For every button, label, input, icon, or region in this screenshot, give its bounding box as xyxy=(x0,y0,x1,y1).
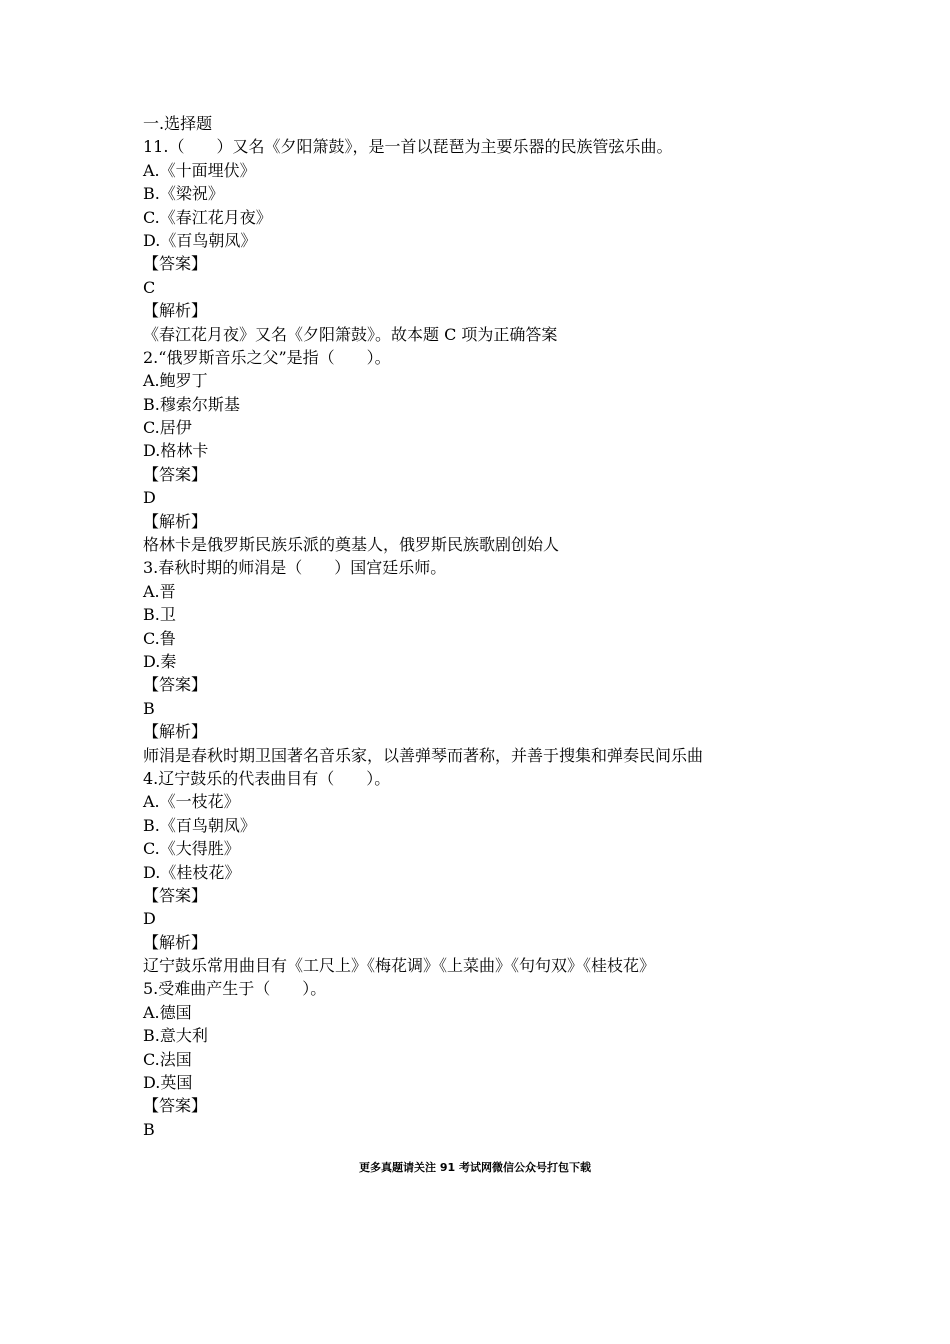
analysis-text: 《春江花月夜》又名《夕阳箫鼓》。故本题 C 项为正确答案 xyxy=(143,324,558,344)
question-stem: 11.（ ）又名《夕阳箫鼓》，是一首以琵琶为主要乐器的民族管弦乐曲。 xyxy=(143,137,673,157)
option-d: D.秦 xyxy=(143,651,177,671)
answer-value: B xyxy=(143,1119,155,1139)
option-a: A.德国 xyxy=(143,1002,192,1022)
analysis-label: 【解析】 xyxy=(143,932,208,952)
answer-value: B xyxy=(143,698,155,718)
section-title: 一.选择题 xyxy=(143,114,213,133)
analysis-label: 【解析】 xyxy=(143,722,208,742)
answer-label: 【答案】 xyxy=(143,464,208,484)
answer-label: 【答案】 xyxy=(143,675,208,695)
option-d: D.格林卡 xyxy=(143,441,209,461)
question-block xyxy=(143,135,843,346)
question-block xyxy=(143,556,843,767)
analysis-label: 【解析】 xyxy=(143,301,208,321)
answer-label: 【答案】 xyxy=(143,254,208,274)
option-b: B.穆索尔斯基 xyxy=(143,394,240,414)
question-block xyxy=(143,977,843,1141)
option-c: C.法国 xyxy=(143,1049,192,1069)
question-stem: 4.辽宁鼓乐的代表曲目有（ ）。 xyxy=(143,768,391,788)
option-d: D.《桂枝花》 xyxy=(143,862,241,882)
option-c: C.《大得胜》 xyxy=(143,839,240,859)
option-a: A.晋 xyxy=(143,581,176,601)
option-a: A.《十面埋伏》 xyxy=(143,160,256,180)
analysis-text: 师涓是春秋时期卫国著名音乐家，以善弹琴而著称，并善于搜集和弹奏民间乐曲 xyxy=(143,745,704,765)
answer-value: C xyxy=(143,277,156,297)
answer-value: D xyxy=(143,488,156,508)
option-c: C.《春江花月夜》 xyxy=(143,207,272,227)
answer-value: D xyxy=(143,909,156,929)
document-body xyxy=(143,112,843,1141)
question-stem: 2.“俄罗斯音乐之父”是指（ ）。 xyxy=(143,347,391,367)
analysis-text: 格林卡是俄罗斯民族乐派的奠基人，俄罗斯民族歌剧创始人 xyxy=(143,535,560,555)
option-c: C.居伊 xyxy=(143,418,192,438)
question-stem: 3.春秋时期的师涓是（ ）国宫廷乐师。 xyxy=(143,558,447,578)
answer-label: 【答案】 xyxy=(143,1096,208,1116)
answer-label: 【答案】 xyxy=(143,885,208,905)
analysis-label: 【解析】 xyxy=(143,511,208,531)
option-b: B.《梁祝》 xyxy=(143,184,224,204)
analysis-text: 辽宁鼓乐常用曲目有《工尺上》《梅花调》《上菜曲》《句句双》《桂枝花》 xyxy=(143,956,656,976)
question-block xyxy=(143,767,843,978)
option-b: B.卫 xyxy=(143,605,176,625)
question-block xyxy=(143,346,843,557)
page-footer: 更多真题请关注 91 考试网微信公众号打包下载 xyxy=(359,1161,591,1174)
option-b: B.《百鸟朝凤》 xyxy=(143,815,256,835)
option-a: A.鲍罗丁 xyxy=(143,371,208,391)
option-d: D.英国 xyxy=(143,1073,193,1093)
option-b: B.意大利 xyxy=(143,1026,208,1046)
question-stem: 5.受难曲产生于（ ）。 xyxy=(143,979,327,999)
option-d: D.《百鸟朝凤》 xyxy=(143,230,257,250)
option-c: C.鲁 xyxy=(143,628,176,648)
option-a: A.《一枝花》 xyxy=(143,792,240,812)
